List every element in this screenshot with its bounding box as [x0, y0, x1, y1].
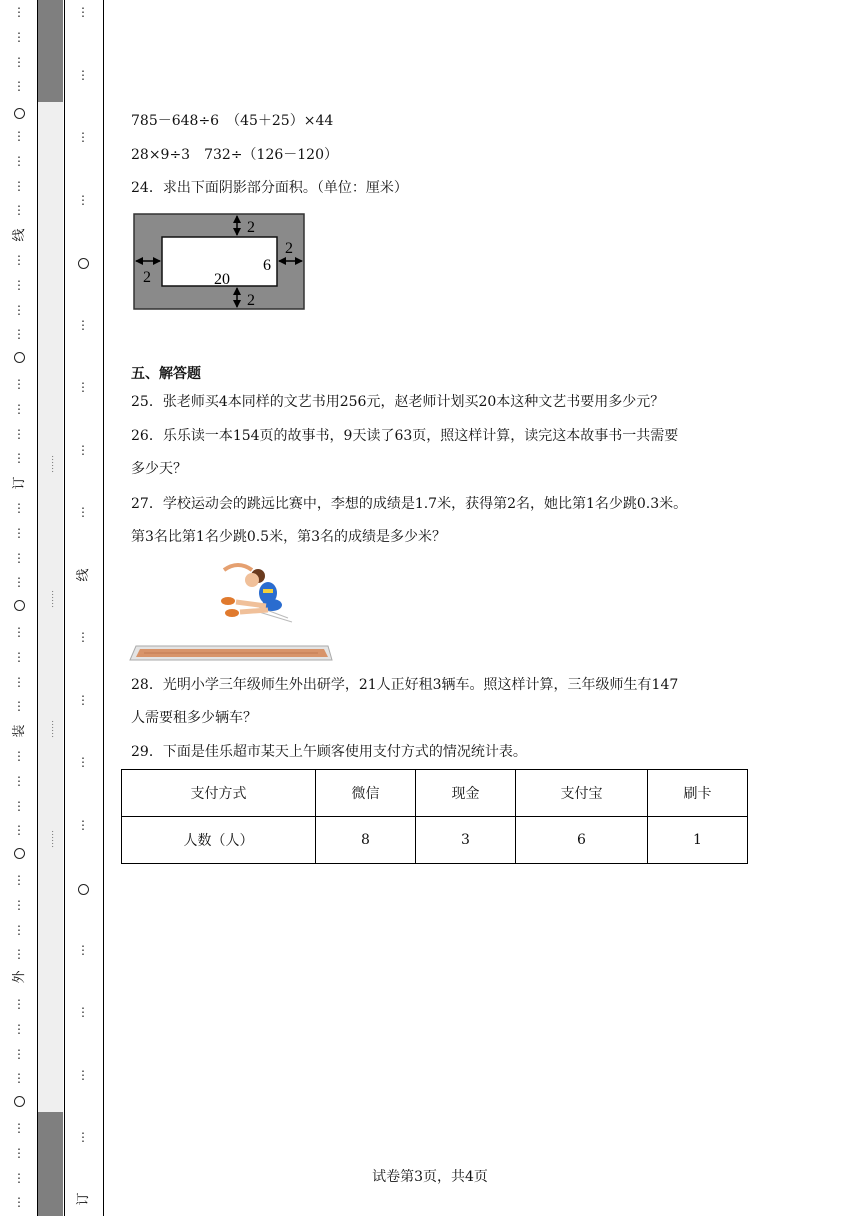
- binding-dots: ⋮: [13, 54, 25, 69]
- binding-dots: ⋮: [77, 1005, 89, 1019]
- binding-dots: ⋮: [13, 1170, 25, 1185]
- binding-dots: ⋮: [13, 947, 25, 962]
- binding-dots: ⋮: [13, 377, 25, 391]
- binding-dots: ⋮: [77, 130, 89, 144]
- margin-blank-mark: ……: [49, 830, 59, 848]
- binding-dots: ⋮: [77, 1130, 89, 1144]
- binding-dots: ⋮: [13, 575, 25, 590]
- question-26-line-1: 26．乐乐读一本154页的故事书，9天读了63页，照这样计算，读完这本故事书一共需要: [131, 428, 679, 444]
- label-bottom-gap: 2: [247, 292, 255, 309]
- binding-dots: ⋮: [13, 1021, 25, 1036]
- binding-dots: ⋮: [13, 649, 25, 664]
- margin-label-zhuang: 装: [12, 724, 27, 738]
- binding-dots: ⋮: [13, 798, 25, 813]
- binding-dots: ⋮: [13, 451, 25, 466]
- label-right-gap: 2: [285, 240, 293, 257]
- binding-dots: ⋮: [77, 380, 89, 394]
- binding-dots: ⋮: [77, 942, 89, 957]
- binding-dots: ⋮: [13, 1195, 25, 1210]
- binding-dots: ⋮: [13, 277, 25, 292]
- binding-circle: [14, 352, 25, 363]
- binding-dots: ⋮: [13, 873, 25, 887]
- binding-dots: ⋮: [13, 29, 25, 44]
- binding-dots: ⋮: [13, 203, 25, 218]
- question-27-line-2: 第3名比第1名少跳0.5米，第3名的成绩是多少米？: [131, 529, 446, 545]
- table-row: [122, 770, 748, 817]
- table-cell: 8: [316, 817, 416, 864]
- binding-dots: ⋮: [77, 192, 89, 207]
- margin-label-xian: 线: [12, 228, 27, 242]
- margin-blank-mark: ……: [49, 455, 59, 473]
- binding-dots: ⋮: [77, 755, 89, 769]
- margin-label-ding: 订: [12, 476, 27, 490]
- binding-dots: ⋮: [77, 5, 89, 19]
- table-cell: 3: [416, 817, 516, 864]
- shaded-area-figure: [130, 210, 310, 314]
- binding-dots: ⋮: [13, 525, 25, 540]
- binding-dots: ⋮: [13, 749, 25, 763]
- binding-dots: ⋮: [77, 630, 89, 644]
- binding-dots: ⋮: [13, 1071, 25, 1086]
- question-26-line-2: 多少天？: [131, 461, 187, 477]
- table-cell: 1: [648, 817, 748, 864]
- payment-statistics-table: [121, 769, 748, 864]
- binding-margin-inner: [64, 0, 104, 1216]
- margin-label-wai: 外: [12, 970, 27, 984]
- binding-dots: ⋮: [13, 5, 25, 19]
- binding-circle: [14, 1096, 25, 1107]
- table-header-label: 支付方式: [122, 770, 316, 817]
- binding-dots: ⋮: [13, 773, 25, 788]
- binding-dots: ⋮: [13, 897, 25, 912]
- question-25: 25．张老师买4本同样的文艺书用256元，赵老师计划买20本这种文艺书要用多少元？: [131, 394, 665, 410]
- binding-dots: ⋮: [77, 505, 89, 519]
- table-column-header: 微信: [316, 770, 416, 817]
- binding-dots: ⋮: [13, 1046, 25, 1061]
- binding-circle: [14, 848, 25, 859]
- expression-row-2: 28×9÷3 732÷（126－120）: [131, 147, 338, 163]
- table-column-header: 刷卡: [648, 770, 748, 817]
- binding-dots: ⋮: [13, 302, 25, 317]
- binding-dots: ⋮: [13, 426, 25, 441]
- binding-dots: ⋮: [13, 922, 25, 937]
- gray-block-bottom: [38, 1112, 63, 1216]
- binding-dots: ⋮: [77, 1067, 89, 1082]
- table-column-header: 现金: [416, 770, 516, 817]
- table-row: [122, 817, 748, 864]
- binding-dots: ⋮: [13, 327, 25, 342]
- margin-blank-mark: ……: [49, 590, 59, 608]
- expression-row-1: 785－648÷6 （45＋25）×44: [131, 113, 334, 129]
- binding-dots: ⋮: [77, 67, 89, 82]
- binding-dots: ⋮: [13, 997, 25, 1011]
- table-row-label: 人数（人）: [122, 817, 316, 864]
- binding-dots: ⋮: [13, 550, 25, 565]
- question-28-line-1: 28．光明小学三年级师生外出研学，21人正好租3辆车。照这样计算，三年级师生有147: [131, 677, 679, 693]
- binding-dots: ⋮: [13, 79, 25, 94]
- label-left-gap: 2: [143, 269, 151, 286]
- binding-dots: ⋮: [77, 317, 89, 332]
- binding-dots: ⋮: [77, 442, 89, 457]
- binding-dots: ⋮: [77, 692, 89, 707]
- label-inner-height: 6: [263, 257, 271, 274]
- question-29: 29．下面是佳乐超市某天上午顾客使用支付方式的情况统计表。: [131, 744, 527, 760]
- binding-dots: ⋮: [77, 817, 89, 832]
- binding-dots: ⋮: [13, 501, 25, 515]
- binding-circle: [78, 884, 89, 895]
- margin-blank-mark: ……: [49, 720, 59, 738]
- binding-dots: ⋮: [13, 253, 25, 267]
- section-title: 五、解答题: [131, 366, 201, 382]
- binding-dots: ⋮: [13, 153, 25, 168]
- margin-label-inner-ding: 订: [76, 1192, 91, 1206]
- question-28-line-2: 人需要租多少辆车？: [131, 710, 257, 726]
- binding-dots: ⋮: [13, 1121, 25, 1135]
- binding-dots: ⋮: [13, 401, 25, 416]
- page-footer: 试卷第3页，共4页: [372, 1169, 488, 1185]
- binding-circle: [14, 108, 25, 119]
- long-jump-illustration: [128, 556, 333, 668]
- binding-dots: ⋮: [13, 129, 25, 143]
- binding-gray-strip: [38, 0, 63, 1216]
- table-cell: 6: [516, 817, 648, 864]
- binding-dots: ⋮: [13, 823, 25, 838]
- binding-circle: [78, 258, 89, 269]
- margin-label-inner-xian: 线: [76, 568, 91, 582]
- label-inner-width: 20: [214, 271, 230, 288]
- binding-dots: ⋮: [13, 178, 25, 193]
- binding-dots: ⋮: [13, 625, 25, 639]
- table-column-header: 支付宝: [516, 770, 648, 817]
- gray-block-top: [38, 0, 63, 102]
- binding-dots: ⋮: [13, 699, 25, 714]
- question-24: 24．求出下面阴影部分面积。（单位：厘米）: [131, 180, 408, 196]
- binding-circle: [14, 600, 25, 611]
- binding-dots: ⋮: [13, 674, 25, 689]
- label-top-gap: 2: [247, 219, 255, 236]
- binding-dots: ⋮: [13, 1145, 25, 1160]
- question-27-line-1: 27．学校运动会的跳远比赛中，李想的成绩是1.7米，获得第2名，她比第1名少跳0.3米。: [131, 496, 688, 512]
